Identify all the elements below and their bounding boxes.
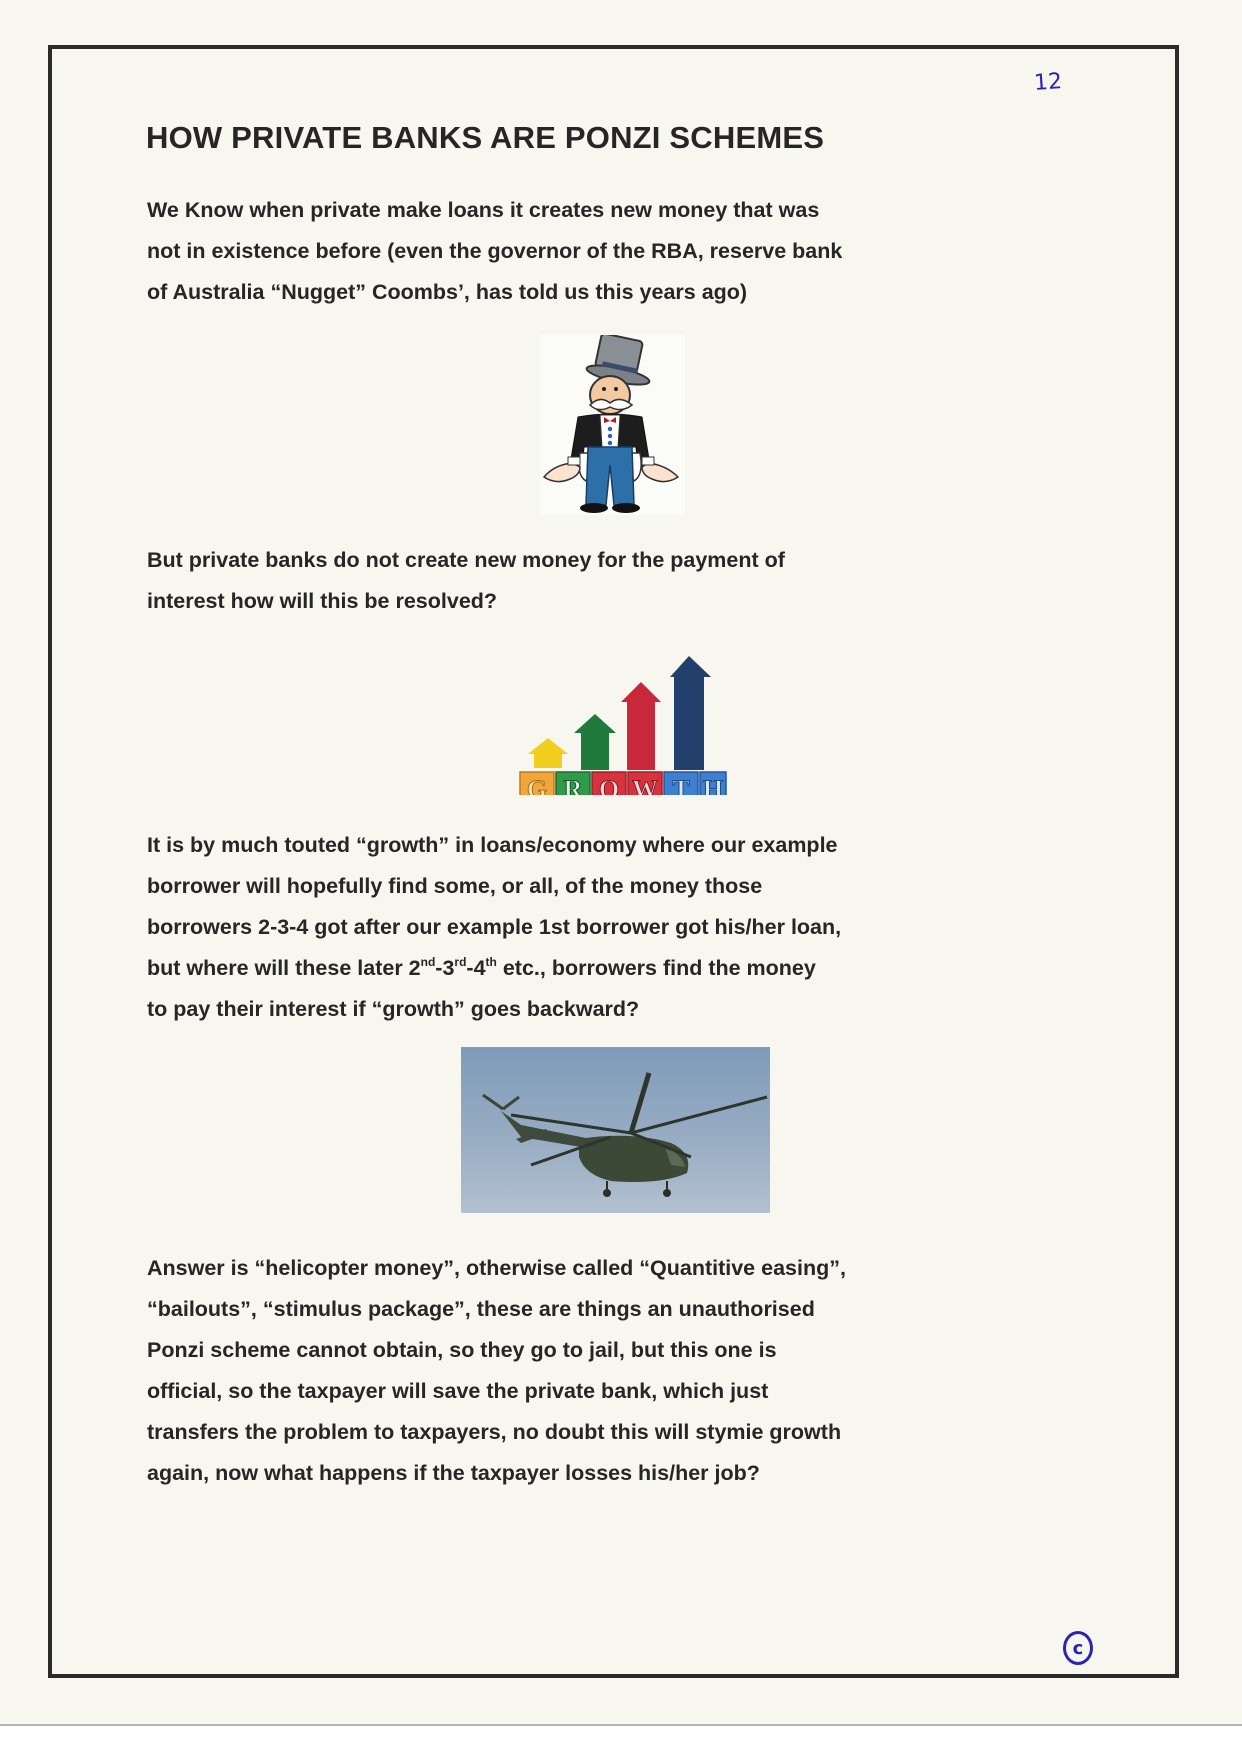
text-line: “bailouts”, “stimulus package”, these are things an unauthorised [147, 1297, 815, 1321]
block-letter-o: O [598, 775, 620, 795]
text-line: borrowers 2-3-4 got after our example 1st borrower got his/her loan, [147, 915, 842, 939]
text-fragment: etc., borrowers find the money [496, 956, 816, 980]
monopoly-man-icon [540, 335, 685, 515]
text-line-ordinals [147, 948, 841, 989]
text-line: We Know when private make loans it creates new money that was [147, 198, 820, 222]
text-line: It is by much touted “growth” in loans/economy where our example [147, 833, 838, 857]
growth-arrow-yellow [528, 738, 568, 768]
paragraph-answer [147, 1248, 846, 1494]
text-line: to pay their interest if “growth” goes backward? [147, 997, 640, 1021]
scan-edge [0, 1724, 1242, 1752]
paragraph-question [147, 540, 785, 622]
ordinal-suffix: th [485, 955, 497, 969]
text-line: again, now what happens if the taxpayer losses his/her job? [147, 1461, 760, 1485]
helicopter-photo [461, 1047, 770, 1213]
block-letter-t: T [672, 775, 690, 795]
growth-arrow-red [621, 682, 661, 770]
text-line: Ponzi scheme cannot obtain, so they go to jail, but this one is [147, 1338, 777, 1362]
text-line: interest how will this be resolved? [147, 589, 498, 613]
growth-arrow-blue [670, 656, 711, 770]
monopoly-man-image [540, 335, 685, 515]
block-letter-h: H [702, 775, 724, 795]
block-letter-w: W [632, 775, 658, 795]
growth-arrow-green [574, 714, 616, 770]
handwritten-page-number: 12 [1033, 69, 1063, 96]
paragraph-intro [147, 190, 842, 313]
block-letter-r: R [563, 775, 583, 795]
ordinal-suffix: rd [454, 955, 467, 969]
copyright-icon [1063, 1631, 1093, 1665]
text-fragment: but where will these later 2 [147, 956, 421, 980]
paragraph-growth [147, 825, 841, 1030]
text-fragment: -3 [435, 956, 455, 980]
block-letter-g: G [526, 775, 548, 795]
growth-blocks-image [508, 640, 728, 795]
text-line: Answer is “helicopter money”, otherwise called “Quantitive easing”, [147, 1256, 846, 1280]
text-line: transfers the problem to taxpayers, no doubt this will stymie growth [147, 1420, 842, 1444]
page-title: HOW PRIVATE BANKS ARE PONZI SCHEMES [146, 120, 825, 155]
text-line: But private banks do not create new money for the payment of [147, 548, 785, 572]
text-fragment: -4 [466, 956, 486, 980]
text-line: official, so the taxpayer will save the private bank, which just [147, 1379, 769, 1403]
helicopter-icon [461, 1047, 770, 1213]
copyright-letter: c [1072, 1637, 1084, 1659]
growth-arrows-icon [508, 640, 728, 795]
text-line: of Australia “Nugget” Coombs’, has told us this years ago) [147, 280, 748, 304]
text-line: borrower will hopefully find some, or all, of the money those [147, 874, 763, 898]
ordinal-suffix: nd [420, 955, 436, 969]
text-line: not in existence before (even the governor of the RBA, reserve bank [147, 239, 843, 263]
